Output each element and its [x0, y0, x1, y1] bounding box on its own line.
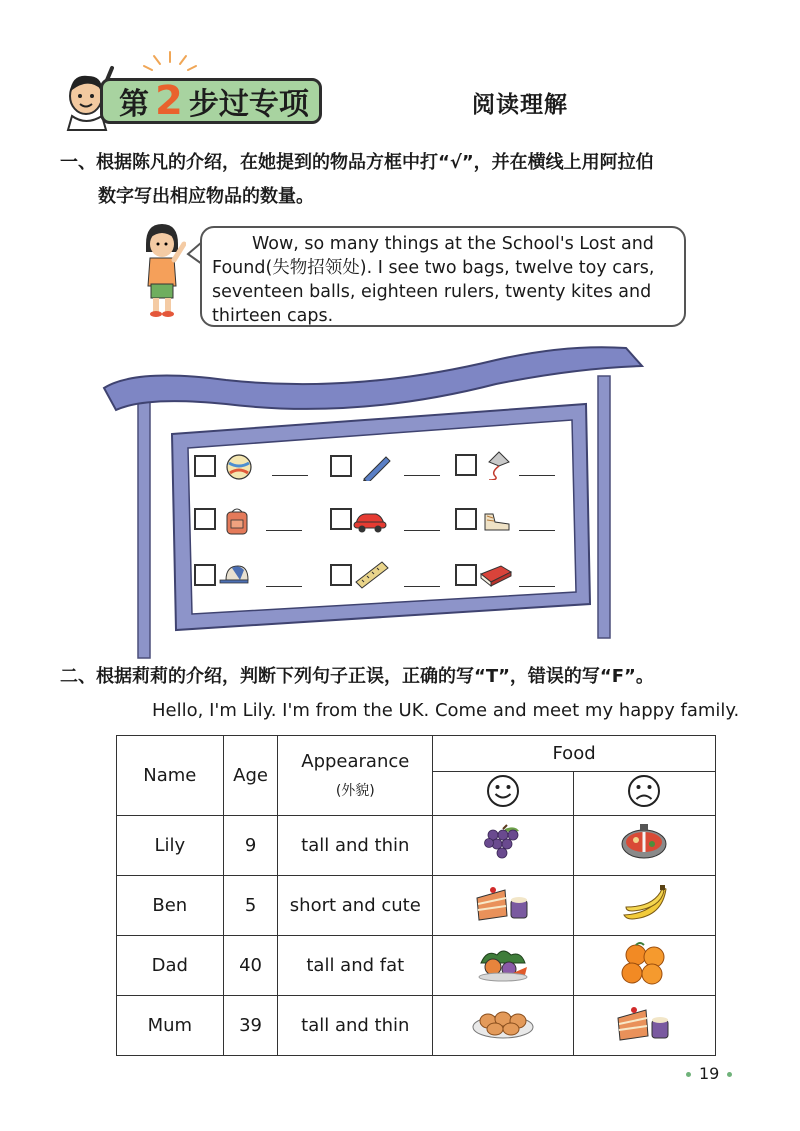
- age-cell: 39: [223, 996, 278, 1056]
- cap-icon: [218, 562, 254, 588]
- board-item-pen: [330, 453, 450, 481]
- kite-icon: [481, 450, 515, 480]
- appearance-cell: tall and thin: [278, 816, 433, 876]
- bubble-line2: Found(失物招领处). I see two bags, twelve toy cars,: [212, 258, 655, 278]
- table-row: [117, 936, 716, 996]
- dislike-food-cell: [573, 996, 715, 1056]
- table-row: [117, 816, 716, 876]
- like-food-cell: [433, 996, 573, 1056]
- vegetables-icon: [473, 943, 533, 983]
- name-cell: Dad: [117, 936, 224, 996]
- q1-instruction-line1: 一、根据陈凡的介绍，在她提到的物品方框中打“√”，并在横线上用阿拉伯: [60, 152, 654, 173]
- dislike-food-cell: [573, 876, 715, 936]
- board-item-ball: [194, 453, 314, 481]
- header-appearance: [278, 736, 433, 816]
- answer-blank[interactable]: [266, 530, 302, 531]
- hotpot-icon: [618, 822, 670, 864]
- oranges-icon: [616, 941, 672, 985]
- board-item-bag: [194, 506, 314, 536]
- appearance-cell: short and cute: [278, 876, 433, 936]
- board-item-shoes: [455, 506, 575, 536]
- bread-icon: [470, 1005, 536, 1041]
- page-number: 19: [699, 1064, 720, 1083]
- checkbox[interactable]: [455, 508, 477, 530]
- header-dislike: [573, 772, 715, 816]
- toy-car-icon: [352, 508, 388, 534]
- book-icon: [479, 562, 513, 588]
- checkbox[interactable]: [330, 508, 352, 530]
- checkbox[interactable]: [455, 564, 477, 586]
- bananas-icon: [618, 883, 670, 923]
- age-cell: 5: [223, 876, 278, 936]
- name-cell: Lily: [117, 816, 224, 876]
- name-cell: Mum: [117, 996, 224, 1056]
- sun-rays-decoration: [140, 50, 200, 74]
- q2-intro: Hello, I'm Lily. I'm from the UK. Come and meet my happy family.: [152, 700, 740, 721]
- board-item-toy-car: [330, 506, 450, 536]
- smiley-face-icon: [485, 773, 521, 809]
- table-row: [117, 996, 716, 1056]
- answer-blank[interactable]: [404, 586, 440, 587]
- dislike-food-cell: [573, 816, 715, 876]
- board-item-kite: [455, 450, 575, 480]
- appearance-cn-label: (外貌): [335, 783, 375, 799]
- name-cell: Ben: [117, 876, 224, 936]
- dislike-food-cell: [573, 936, 715, 996]
- like-food-cell: [433, 816, 573, 876]
- bag-icon: [222, 506, 252, 536]
- answer-blank[interactable]: [519, 530, 555, 531]
- badge-prefix: 第: [119, 87, 149, 122]
- board-item-book: [455, 560, 575, 590]
- bubble-line4: thirteen caps.: [212, 306, 334, 326]
- q2-instruction: 二、根据莉莉的介绍，判断下列句子正误，正确的写“T”，错误的写“F”。: [60, 666, 654, 687]
- checkbox[interactable]: [330, 564, 352, 586]
- shoes-icon: [481, 506, 513, 536]
- answer-blank[interactable]: [272, 475, 308, 476]
- section-title: 阅读理解: [472, 92, 568, 118]
- grapes-icon: [481, 823, 525, 863]
- checkbox[interactable]: [194, 455, 216, 477]
- header-food: Food: [433, 736, 716, 772]
- answer-blank[interactable]: [404, 475, 440, 476]
- badge-number: 2: [155, 78, 183, 124]
- bubble-line3: seventeen balls, eighteen rulers, twenty kites and: [212, 282, 652, 302]
- header-like: [433, 772, 573, 816]
- checkbox[interactable]: [455, 454, 477, 476]
- ball-icon: [224, 453, 254, 481]
- bubble-line1: Wow, so many things at the School's Lost and: [252, 234, 654, 254]
- age-cell: 40: [223, 936, 278, 996]
- answer-blank[interactable]: [519, 475, 555, 476]
- appearance-label: Appearance: [301, 751, 410, 772]
- age-cell: 9: [223, 816, 278, 876]
- step-badge: [100, 78, 322, 124]
- cake-icon: [614, 1002, 674, 1044]
- family-table: [116, 735, 716, 1056]
- lost-and-found-board: [96, 340, 656, 660]
- cake-icon: [473, 882, 533, 924]
- header-name: Name: [117, 736, 224, 816]
- page-dot-left: [686, 1072, 691, 1077]
- answer-blank[interactable]: [266, 586, 302, 587]
- board-item-cap: [194, 560, 314, 590]
- answer-blank[interactable]: [404, 530, 440, 531]
- appearance-cell: tall and thin: [278, 996, 433, 1056]
- ruler-icon: [354, 560, 390, 590]
- page-dot-right: [727, 1072, 732, 1077]
- checkbox[interactable]: [194, 508, 216, 530]
- like-food-cell: [433, 936, 573, 996]
- board-item-ruler: [330, 560, 450, 590]
- speech-bubble: [200, 226, 686, 327]
- girl-illustration: [138, 222, 186, 318]
- pen-icon: [360, 453, 392, 481]
- answer-blank[interactable]: [519, 586, 555, 587]
- q1-instruction-line2: 数字写出相应物品的数量。: [98, 186, 314, 207]
- checkbox[interactable]: [330, 455, 352, 477]
- sad-face-icon: [626, 773, 662, 809]
- table-row: [117, 876, 716, 936]
- badge-suffix: 步过专项: [188, 87, 309, 122]
- checkbox[interactable]: [194, 564, 216, 586]
- header-age: Age: [223, 736, 278, 816]
- appearance-cell: tall and fat: [278, 936, 433, 996]
- like-food-cell: [433, 876, 573, 936]
